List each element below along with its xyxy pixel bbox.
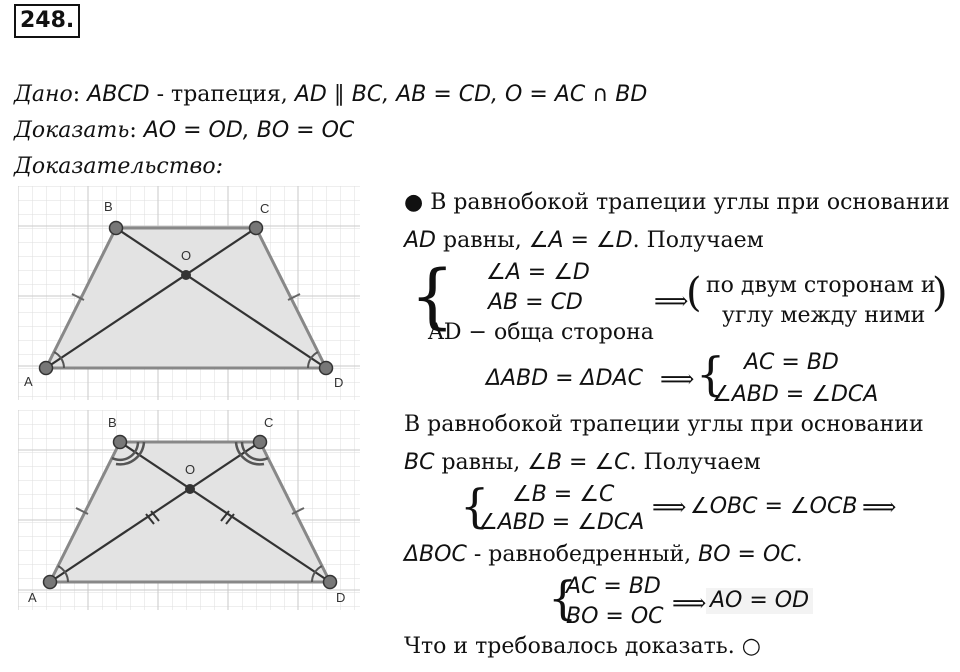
given-figure: ABCD [87,82,150,107]
implies-arrow-2: ⟹ [660,365,695,393]
vertex-label-c-1: C [260,201,270,216]
intersection-label-o-2: O [185,462,196,477]
system1-line3: AD − обща сторона [428,320,654,345]
vertex-label-a-1: A [24,374,33,389]
proof-label: Доказательство: [14,154,224,179]
vertex-label-d-1: D [334,375,344,390]
given-conditions: AD ∥ BC, AB = CD, O = AC ∩ BD [294,82,648,107]
paren-open: ( [686,270,702,316]
system3-line2: ∠ABD = ∠DCA [478,510,645,535]
prove-line: Доказать: AO = OD, BO = OC [14,118,355,143]
problem-number: 248. [14,4,80,38]
prove-label: Доказать [14,118,130,143]
implies-arrow-1: ⟹ [654,287,689,315]
conclusion: Что и требовалось доказать. ○ [404,634,761,659]
vertex-label-b-2: B [108,415,117,430]
prove-statement: AO = OD, BO = OC [143,118,355,143]
implies-arrow-3: ⟹ [652,493,687,521]
paren-close: ) [932,270,948,316]
trapezoid-figure-2 [18,410,360,610]
system-brace-1: { [410,255,455,337]
proof-para2-line2: BC равны, ∠B = ∠C. Получаем [404,450,761,475]
given-text: - трапеция, [149,82,295,107]
system-brace-2: { [696,347,726,401]
isosceles-line: ΔBOC - равнобедренный, BO = OC. [404,542,803,567]
reason-line1: по двум сторонам и [706,273,936,298]
vertex-label-c-2: C [264,415,274,430]
system2-line2: ∠ABD = ∠DCA [712,382,879,407]
vertex-label-b-1: B [104,199,113,214]
vertex-label-d-2: D [336,590,346,605]
given-label: Дано [14,82,73,107]
system4-line2: BO = OC [566,604,664,629]
given-line: Дано: ABCD - трапеция, AD ∥ BC, AB = CD, O = AC ∩ BD [14,82,648,107]
triangles-equal: ΔABD = ΔDAC [486,366,643,391]
system1-line1: ∠A = ∠D [486,260,590,285]
system-brace-3: { [460,479,490,533]
system2-line1: AC = BD [744,350,839,375]
system1-line2: AB = CD [488,290,583,315]
system-brace-4: { [548,571,578,625]
intersection-label-o-1: O [181,248,192,263]
implies-arrow-4: ⟹ [862,493,897,521]
proof-para2-line1: В равнобокой трапеции углы при основании [404,412,924,437]
system4-line1: AC = BD [566,574,661,599]
base-angles-equal: ∠OBC = ∠OCB [690,494,858,519]
reason-line2: углу между ними [722,303,926,328]
final-result: AO = OD [706,588,813,614]
vertex-label-a-2: A [28,590,37,605]
proof-para1-line2: AD равны, ∠A = ∠D. Получаем [404,228,764,253]
trapezoid-figure-1 [18,186,360,400]
system3-line1: ∠B = ∠C [512,482,615,507]
implies-arrow-5: ⟹ [672,589,707,617]
proof-para1-line1: ● В равнобокой трапеции углы при основании [404,190,950,215]
